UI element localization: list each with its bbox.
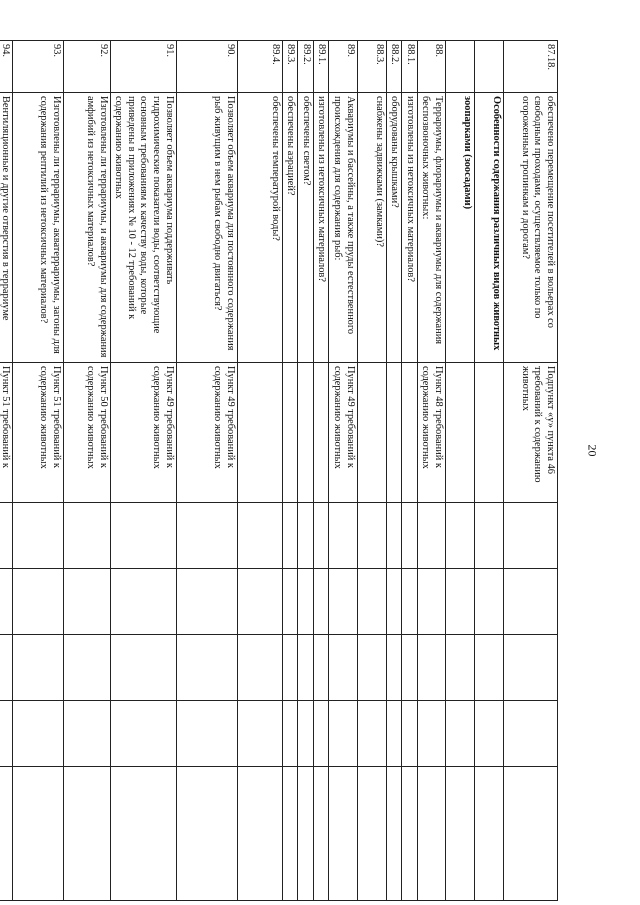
answer-cell <box>475 701 504 767</box>
row-number: 88.3. <box>357 41 386 93</box>
row-question: изготовлены из нетоксичных материалов? <box>313 93 329 363</box>
row-reference: Пункт 48 требований к содержанию животных <box>417 363 445 503</box>
row-question: Вентиляционные и другие отверстия в террариуме <box>0 93 12 363</box>
document-page <box>0 40 558 900</box>
row-question: обеспечены светом? <box>298 93 314 363</box>
table-row <box>402 41 418 901</box>
answer-cell <box>0 569 12 635</box>
row-number: 89.1. <box>313 41 329 93</box>
row-number: 89.2. <box>298 41 314 93</box>
answer-cell <box>446 569 475 635</box>
answer-cell <box>357 701 386 767</box>
comment-cell <box>110 767 176 901</box>
row-question: обеспечено перемещение посетителей в вольерах со свободным проходами, осуществляемое только по огороженным тропинкам и дорогам? <box>504 93 558 363</box>
answer-cell <box>298 701 314 767</box>
row-question: обеспечены аэрацией? <box>282 93 298 363</box>
comment-cell <box>176 767 237 901</box>
checklist-table-rotated <box>0 40 558 900</box>
comment-cell <box>63 767 110 901</box>
answer-cell <box>446 701 475 767</box>
table-row <box>329 41 357 901</box>
table-row <box>0 41 12 901</box>
answer-cell <box>176 635 237 701</box>
answer-cell <box>329 503 357 569</box>
answer-cell <box>176 503 237 569</box>
answer-cell <box>386 635 402 701</box>
row-number: 87.18. <box>504 41 558 93</box>
answer-cell <box>475 503 504 569</box>
row-number <box>446 41 475 93</box>
answer-cell <box>313 635 329 701</box>
answer-cell <box>386 503 402 569</box>
answer-cell <box>402 701 418 767</box>
comment-cell <box>12 767 63 901</box>
answer-cell <box>12 503 63 569</box>
answer-cell <box>329 701 357 767</box>
answer-cell <box>313 701 329 767</box>
comment-cell <box>282 767 298 901</box>
answer-cell <box>329 569 357 635</box>
answer-cell <box>282 701 298 767</box>
row-reference: Пункт 49 требований к содержанию животных <box>176 363 237 503</box>
answer-cell <box>357 635 386 701</box>
row-number: 89.3. <box>282 41 298 93</box>
answer-cell <box>63 701 110 767</box>
answer-cell <box>282 635 298 701</box>
row-number: 89. <box>329 41 357 93</box>
row-question: зоопарками (зоосадами) <box>446 93 475 363</box>
answer-cell <box>446 503 475 569</box>
row-reference: Пункт 50 требований к содержанию животных <box>63 363 110 503</box>
answer-cell <box>417 701 445 767</box>
answer-cell <box>237 701 282 767</box>
row-reference <box>357 363 386 503</box>
comment-cell <box>446 767 475 901</box>
row-number: 92. <box>63 41 110 93</box>
row-question: Изготовлены ли террариумы, акватеррариумы, загоны для содержания рептилий из нетоксичных материалов? <box>12 93 63 363</box>
answer-cell <box>504 503 558 569</box>
comment-cell <box>417 767 445 901</box>
row-question: изготовлены из нетоксичных материалов? <box>402 93 418 363</box>
answer-cell <box>237 635 282 701</box>
answer-cell <box>12 569 63 635</box>
answer-cell <box>386 701 402 767</box>
table-row <box>12 41 63 901</box>
row-reference <box>313 363 329 503</box>
answer-cell <box>298 503 314 569</box>
row-question: Особенности содержания различных видов животных <box>475 93 504 363</box>
answer-cell <box>110 701 176 767</box>
table-row <box>298 41 314 901</box>
answer-cell <box>282 503 298 569</box>
answer-cell <box>110 635 176 701</box>
comment-cell <box>357 767 386 901</box>
comment-cell <box>0 767 12 901</box>
row-reference <box>298 363 314 503</box>
row-number: 91. <box>110 41 176 93</box>
answer-cell <box>176 701 237 767</box>
table-row <box>176 41 237 901</box>
answer-cell <box>446 635 475 701</box>
table-row <box>504 41 558 901</box>
answer-cell <box>386 569 402 635</box>
table-row <box>357 41 386 901</box>
answer-cell <box>0 701 12 767</box>
answer-cell <box>402 635 418 701</box>
comment-cell <box>298 767 314 901</box>
answer-cell <box>475 569 504 635</box>
answer-cell <box>63 635 110 701</box>
row-number: 89.4. <box>237 41 282 93</box>
answer-cell <box>504 569 558 635</box>
row-reference <box>386 363 402 503</box>
row-reference: Пункт 49 требований к содержанию животных <box>110 363 176 503</box>
row-reference <box>282 363 298 503</box>
answer-cell <box>329 635 357 701</box>
answer-cell <box>110 503 176 569</box>
comment-cell <box>386 767 402 901</box>
row-number: 94. <box>0 41 12 93</box>
row-reference <box>475 363 504 503</box>
answer-cell <box>402 503 418 569</box>
answer-cell <box>298 635 314 701</box>
row-question: Изготовлены ли террариумы, и аквариумы для содержания амфибий из нетоксичных материалов? <box>63 93 110 363</box>
row-question: Позволяет объем аквариума для постоянного содержания рыб живущим в нем рыбам свободно двигаться? <box>176 93 237 363</box>
answer-cell <box>475 635 504 701</box>
row-reference: Пункт 51 требований к содержанию животных <box>12 363 63 503</box>
row-number: 88. <box>417 41 445 93</box>
row-reference: Подпункт «у» пункта 46 требований к содержанию животных <box>504 363 558 503</box>
table-row <box>237 41 282 901</box>
table-row <box>475 41 504 901</box>
answer-cell <box>313 569 329 635</box>
row-reference <box>446 363 475 503</box>
answer-cell <box>237 569 282 635</box>
answer-cell <box>504 701 558 767</box>
answer-cell <box>63 503 110 569</box>
row-number: 88.1. <box>402 41 418 93</box>
row-question: обеспечены температурой воды? <box>237 93 282 363</box>
answer-cell <box>504 635 558 701</box>
comment-cell <box>237 767 282 901</box>
table-row <box>110 41 176 901</box>
answer-cell <box>357 569 386 635</box>
comment-cell <box>402 767 418 901</box>
answer-cell <box>0 635 12 701</box>
answer-cell <box>0 503 12 569</box>
answer-cell <box>12 701 63 767</box>
answer-cell <box>313 503 329 569</box>
row-question: снабжены задвижками (замками)? <box>357 93 386 363</box>
answer-cell <box>298 569 314 635</box>
table-row <box>313 41 329 901</box>
row-number <box>475 41 504 93</box>
row-reference: Пункт 51 требований к <box>0 363 12 503</box>
row-number: 90. <box>176 41 237 93</box>
answer-cell <box>110 569 176 635</box>
table-row <box>446 41 475 901</box>
answer-cell <box>237 503 282 569</box>
row-reference <box>402 363 418 503</box>
checklist-table <box>0 40 558 901</box>
row-reference <box>237 363 282 503</box>
answer-cell <box>63 569 110 635</box>
answer-cell <box>417 635 445 701</box>
comment-cell <box>329 767 357 901</box>
answer-cell <box>357 503 386 569</box>
table-row <box>63 41 110 901</box>
row-question: Террариумы, флорариумы и аквариумы для содержания беспозвоночных животных: <box>417 93 445 363</box>
answer-cell <box>417 503 445 569</box>
row-number: 93. <box>12 41 63 93</box>
table-row <box>386 41 402 901</box>
row-question: оборудованы крышками? <box>386 93 402 363</box>
row-question: Позволяет объем аквариума поддерживать гидрохимические показатели воды, соответствующие основным требованиям к качеству воды, которые приведены в приложениях № 10 - 12 требований к содержанию животных <box>110 93 176 363</box>
page-number: 20 <box>585 444 600 457</box>
answer-cell <box>402 569 418 635</box>
answer-cell <box>176 569 237 635</box>
answer-cell <box>282 569 298 635</box>
answer-cell <box>417 569 445 635</box>
table-row <box>417 41 445 901</box>
table-row <box>282 41 298 901</box>
comment-cell <box>475 767 504 901</box>
comment-cell <box>504 767 558 901</box>
row-reference: Пункт 49 требований к содержанию животных <box>329 363 357 503</box>
comment-cell <box>313 767 329 901</box>
row-number: 88.2. <box>386 41 402 93</box>
row-question: Аквариумы и бассейны, а также пруды естественного происхождения для содержания рыб: <box>329 93 357 363</box>
answer-cell <box>12 635 63 701</box>
